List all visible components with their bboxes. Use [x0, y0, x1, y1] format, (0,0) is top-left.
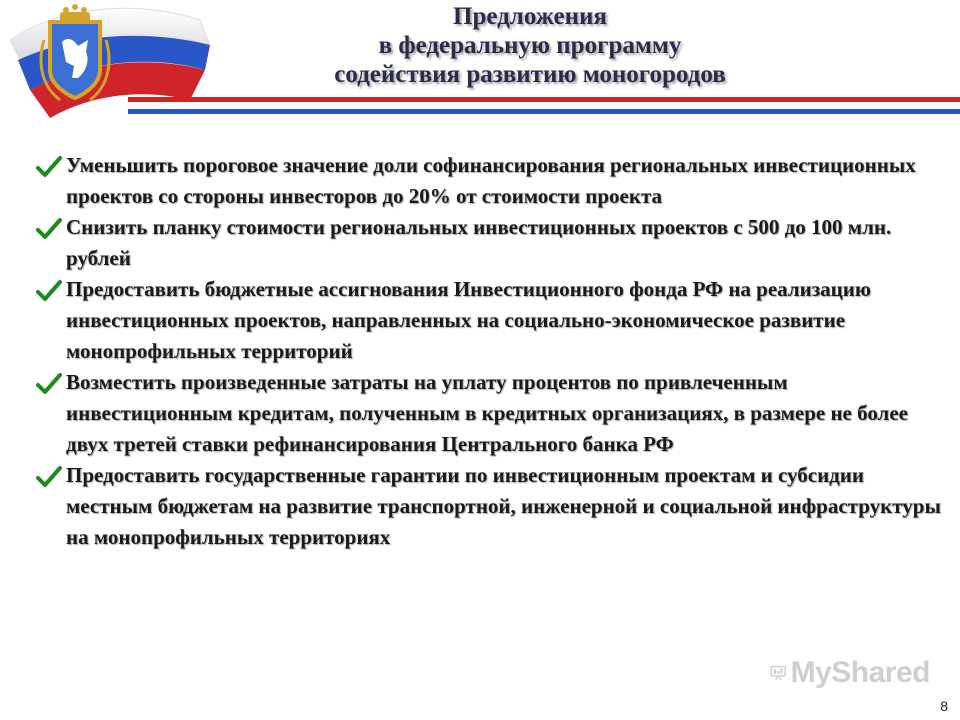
- list-item: [36, 460, 946, 553]
- check-icon: [36, 218, 62, 240]
- check-icon: [36, 466, 62, 488]
- stripe-blue: [128, 109, 960, 114]
- check-icon: [36, 280, 62, 302]
- check-icon: [36, 373, 62, 395]
- stripe-white: [128, 102, 960, 109]
- list-item: [36, 212, 946, 274]
- list-item-text: Уменьшить пороговое значение доли софинансирования региональных инвестиционных проектов со стороны инвесторов до 20% от стоимости проекта: [66, 153, 916, 208]
- list-item: [36, 150, 946, 212]
- check-icon: [36, 156, 62, 178]
- list-item-text: Предоставить государственные гарантии по инвестиционным проектам и субсидии местным бюджетам на развитие транспортной, инженерной и социальной инфраструктуры на монопрофильных территориях: [66, 463, 941, 549]
- list-item: [36, 274, 946, 367]
- list-item-text: Снизить планку стоимости региональных инвестиционных проектов с 500 до 100 млн. рублей: [66, 215, 892, 270]
- page-number: 8: [940, 698, 948, 714]
- page-title: [210, 2, 850, 89]
- title-line-1: Предложения: [453, 3, 607, 30]
- title-line-3: содействия развитию моногородов: [334, 61, 726, 88]
- list-item: [36, 367, 946, 460]
- list-item-text: Возместить произведенные затраты на уплату процентов по привлеченным инвестиционным кредитам, полученным в кредитных организациях, в размере не более двух третей ставки рефинансирования Центрального банка РФ: [66, 370, 908, 456]
- watermark: [770, 655, 930, 691]
- watermark-text: MyShared: [790, 656, 930, 689]
- title-line-2: в федеральную программу: [378, 32, 682, 59]
- proposal-list: [36, 150, 946, 553]
- tricolor-stripes: [128, 97, 960, 114]
- presentation-board-icon: [770, 656, 787, 690]
- list-item-text: Предоставить бюджетные ассигнования Инвестиционного фонда РФ на реализацию инвестиционных проектов, направленных на социально-экономическое развитие монопрофильных территорий: [66, 277, 871, 363]
